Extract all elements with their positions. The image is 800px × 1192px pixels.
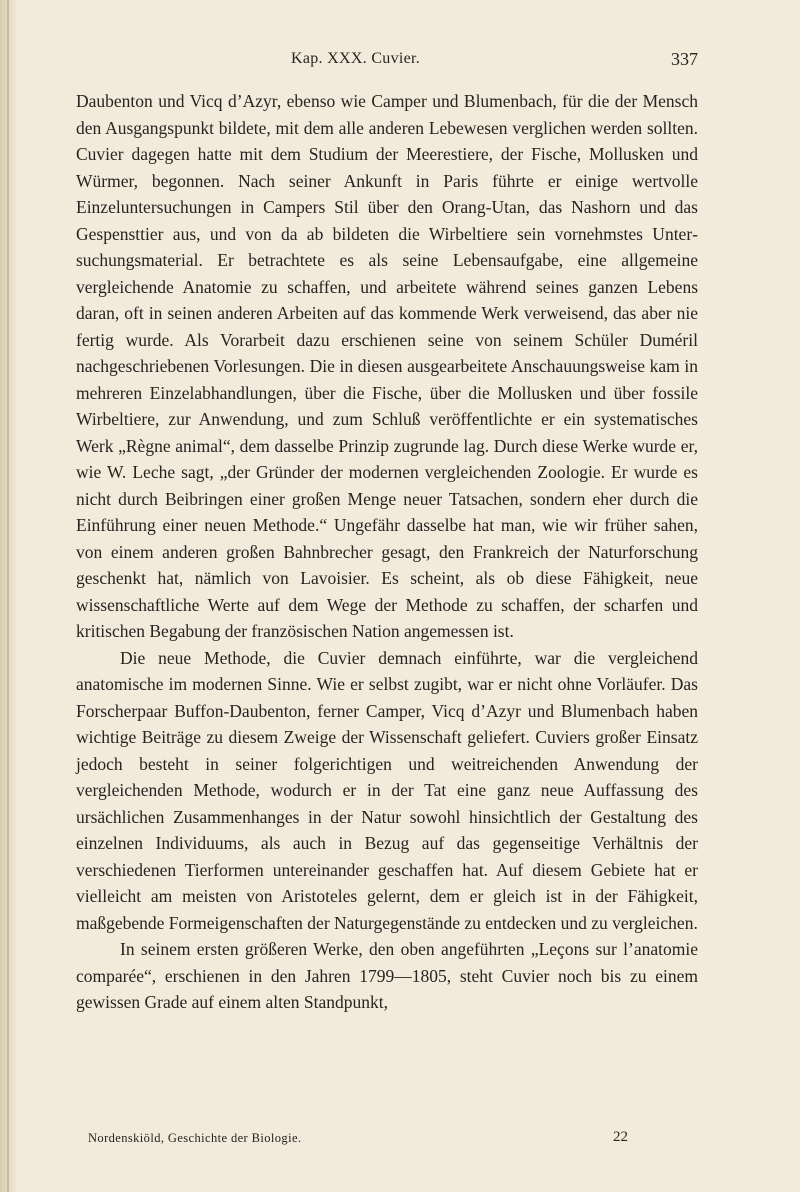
page-number: 337 [671,49,698,69]
binding-line [7,0,9,1192]
page-footer [88,1131,628,1151]
paragraph-3: In seinem ersten größeren Werke, den oben angeführten „Leçons sur l’anatomie comparée“, erschienen in den Jahren 1799—1805, steht Cuvier noch bis zu einem gewissen Grade auf einem alten Standpunkt, [76,939,698,1012]
running-head: Kap. XXX. Cuvier. [291,50,421,67]
footer-signature: Nordenskiöld, Geschichte der Biologie. [88,1131,302,1145]
page-header [76,50,698,74]
paragraph-1: Daubenton und Vicq d’Azyr, ebenso wie Camper und Blumenbach, für die der Mensch den Ausgangspunkt bildete, mit dem alle anderen Lebewesen verglichen werden sollten. Cuvier dagegen hatte mit dem Studium der Meerestiere, der Fische, Mollusken und Würmer, begonnen. Nach seiner Ankunft in Paris führte er einige wertvolle Einzeluntersuchungen in Campers Stil über den Orang-Utan, das Nashorn und das Gespensttier aus, und von da ab bildeten die Wirbeltiere sein vornehmstes Untersuchungsmaterial. Er betrachtete es als seine Lebensaufgabe, eine allgemeine vergleichende Anatomie zu schaffen, und arbeitete während seines ganzen Lebens daran, oft in seinen anderen Arbeiten auf das kommende Werk verweisend, das aber nie fertig wurde. Als Vorarbeit dazu erschienen seine von seinem Schüler Duméril nachgeschriebenen Vorlesungen. Die in diesen ausgearbeitete Anschauungsweise kam in mehreren Einzelabhandlungen, über die Fische, über die Mollusken und über fossile Wirbeltiere, zur Anwendung, und zum Schluß veröffentlichte er ein systematisches Werk „Règne animal“, dem dasselbe Prinzip zugrunde lag. Durch diese Werke wurde er, wie W. Leche sagt, „der Gründer der modernen vergleichenden Zoologie. Er wurde es nicht durch Beibringen einer großen Menge neuer Tatsachen, sondern eher durch die Einführung einer neuen Methode.“ Ungefähr dasselbe hat man, wie wir früher sahen, von einem anderen großen Bahnbrecher gesagt, den Frankreich der Naturforschung geschenkt hat, nämlich von Lavoisier. Es scheint, als ob diese Fähigkeit, neue wissenschaftliche Werte auf dem Wege der Methode zu schaffen, der scharfen und kritischen Begabung der französischen Nation angemessen ist. [76,91,698,641]
page-binding-edge [0,0,16,1192]
body-text [76,88,698,1016]
footer-signature-mark: 22 [613,1129,628,1145]
paragraph-2: Die neue Methode, die Cuvier demnach einführte, war die vergleichend anatomische im modernen Sinne. Wie er selbst zugibt, war er nicht ohne Vorläufer. Das Forscherpaar Buffon-Daubenton, ferner Camper, Vicq d’Azyr und Blumenbach haben wichtige Beiträge zu diesem Zweige der Wissenschaft geliefert. Cuviers großer Einsatz jedoch besteht in seiner folgerichtigen und weitreichenden Anwendung der vergleichenden Methode, wodurch er in der Tat eine ganz neue Auffassung des ursächlichen Zusammenhanges in der Natur sowohl hinsichtlich der Gestaltung des einzelnen Individuums, als auch in Bezug auf das gegenseitige Verhältnis der verschiedenen Tierformen untereinander geschaffen hat. Auf diesem Gebiete hat er vielleicht am meisten von Aristoteles gelernt, dem er gleich ist in der Fähigkeit, maßgebende Formeigenschaften der Naturgegenstände zu entdecken und zu vergleichen. [76,647,698,933]
